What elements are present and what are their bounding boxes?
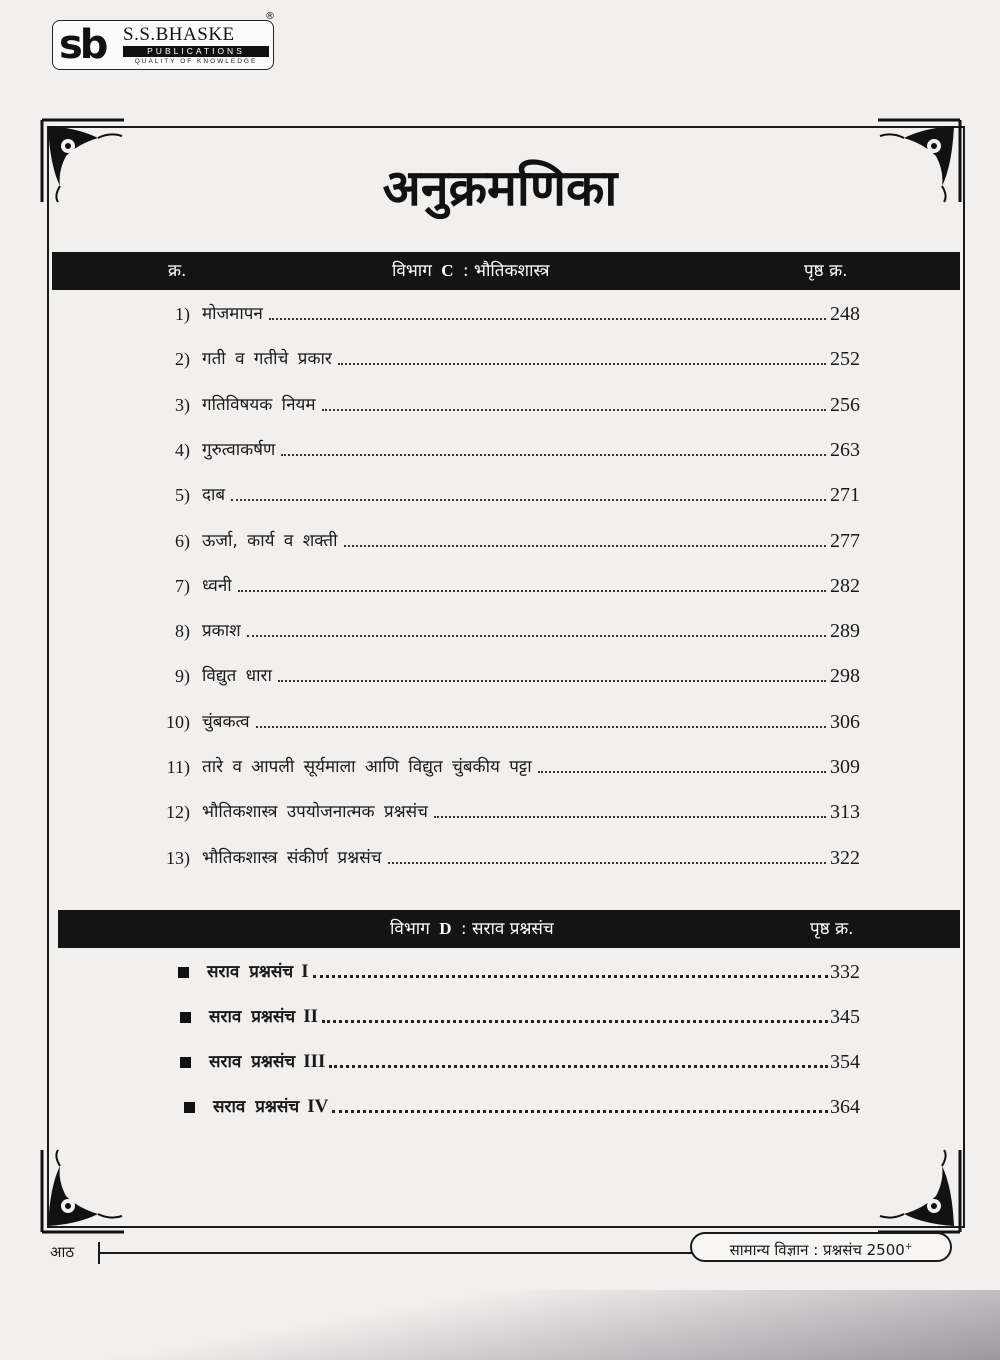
dot-leader [256, 726, 826, 728]
toc-entry [156, 527, 860, 555]
entry-page: 298 [830, 665, 860, 688]
entry-title: सराव प्रश्नसंच [209, 1052, 296, 1072]
toc-entry [156, 572, 860, 600]
entry-number: 3) [175, 394, 190, 415]
section-d-header [58, 910, 960, 948]
toc-entry [156, 753, 860, 781]
entry-title: मोजमापन [202, 304, 263, 324]
entry-page: 345 [830, 1006, 860, 1028]
logo-publications: PUBLICATIONS [123, 46, 269, 57]
practice-set-entry [178, 1093, 860, 1121]
section-d-title: विभाग D : सराव प्रश्नसंच [390, 919, 554, 939]
entry-number: 2) [175, 349, 190, 370]
dot-leader [332, 1110, 828, 1113]
dot-leader [247, 635, 826, 637]
column-page-header: पृष्ठ क्र. [810, 919, 854, 939]
page-title: अनुक्रमणिका [382, 159, 618, 217]
dot-leader [434, 816, 826, 818]
entry-page: 322 [830, 846, 860, 869]
entry-number: 1) [175, 304, 190, 324]
dot-leader [281, 454, 826, 456]
footer-rule [98, 1252, 698, 1254]
entry-number: 6) [175, 530, 190, 551]
toc-entry [156, 844, 860, 872]
entry-title: तारे व आपली सूर्यमाला आणि विद्युत चुंबकीय पट्टा [202, 757, 532, 777]
entry-number: 4) [175, 439, 190, 460]
entry-page: 354 [830, 1051, 860, 1073]
entry-title: सराव प्रश्नसंच [209, 1007, 296, 1027]
square-bullet-icon [178, 967, 189, 978]
entry-title: दाब [202, 485, 226, 506]
page-number-label: आठ [50, 1243, 75, 1261]
square-bullet-icon [180, 1057, 191, 1068]
toc-entry [156, 391, 860, 419]
entry-page: 277 [830, 529, 860, 552]
square-bullet-icon [180, 1012, 191, 1023]
entry-page: 289 [830, 620, 860, 643]
entry-title: प्रकाश [202, 621, 241, 642]
toc-entry [156, 481, 860, 509]
entry-title: विद्युत धारा [202, 666, 272, 687]
logo-tagline: QUALITY OF KNOWLEDGE [134, 58, 258, 65]
publisher-logo [52, 11, 275, 70]
entry-title: चुंबकत्व [202, 711, 250, 732]
entry-title: भौतिकशास्त्र संकीर्ण प्रश्नसंच [202, 847, 382, 868]
entry-number: 8) [175, 621, 190, 642]
dot-leader [322, 1020, 828, 1023]
square-bullet-icon [184, 1102, 195, 1113]
section-c-title: विभाग C : भौतिकशास्त्र [392, 261, 550, 281]
corner-ornament-icon [874, 1146, 964, 1236]
entry-title: गुरुत्वाकर्षण [202, 439, 276, 460]
entry-page: 282 [830, 574, 860, 597]
entry-page: 263 [830, 438, 860, 461]
entry-title: ऊर्जा, कार्य व शक्ती [202, 530, 338, 551]
dot-leader [338, 363, 826, 365]
logo-name: S.S.BHASKE [123, 24, 235, 45]
section-c-header [52, 252, 960, 290]
entry-page: 256 [830, 393, 860, 416]
entry-page: 332 [830, 961, 860, 983]
entry-page: 248 [830, 303, 860, 325]
entry-number: 9) [175, 666, 190, 687]
entry-page: 364 [830, 1096, 860, 1118]
entry-number: 13) [166, 847, 190, 868]
toc-entry [156, 798, 860, 826]
dot-leader [278, 680, 826, 682]
dot-leader [322, 409, 826, 411]
set-numeral: III [303, 1051, 326, 1072]
logo-mark: sb [59, 22, 106, 68]
dot-leader [344, 545, 826, 547]
toc-entry [156, 436, 860, 464]
entry-title: सराव प्रश्नसंच [207, 962, 294, 982]
entry-title: ध्वनी [202, 575, 232, 596]
toc-entry [156, 345, 860, 373]
dot-leader [269, 318, 826, 320]
practice-set-entry [172, 958, 860, 986]
dot-leader [538, 771, 826, 773]
toc-entry [156, 662, 860, 690]
entry-title: गती व गतीचे प्रकार [202, 349, 332, 370]
entry-page: 252 [830, 348, 860, 371]
scan-shadow [0, 1290, 1000, 1360]
entry-title: भौतिकशास्त्र उपयोजनात्मक प्रश्नसंच [202, 802, 428, 823]
dot-leader [388, 862, 827, 864]
set-numeral: IV [307, 1096, 329, 1117]
set-numeral: II [303, 1006, 318, 1027]
practice-set-entry [174, 1003, 860, 1031]
entry-page: 313 [830, 801, 860, 824]
dot-leader [231, 499, 826, 501]
entry-number: 7) [175, 575, 190, 596]
registered-mark: ® [265, 11, 275, 22]
dot-leader [329, 1065, 828, 1068]
toc-entry [156, 617, 860, 645]
column-number-header: क्र. [168, 261, 187, 281]
entry-title: सराव प्रश्नसंच [213, 1097, 300, 1117]
entry-page: 271 [830, 484, 860, 507]
set-numeral: I [301, 961, 309, 982]
column-page-header: पृष्ठ क्र. [804, 261, 848, 281]
toc-entry [156, 300, 860, 328]
toc-entry [156, 708, 860, 736]
entry-number: 12) [166, 802, 190, 823]
entry-number: 10) [166, 711, 190, 732]
corner-ornament-icon [38, 1146, 128, 1236]
dot-leader [313, 975, 828, 978]
entry-page: 309 [830, 756, 860, 778]
entry-number: 5) [175, 485, 190, 506]
entry-title: गतिविषयक नियम [202, 394, 316, 415]
entry-page: 306 [830, 710, 860, 733]
entry-number: 11) [166, 757, 190, 777]
book-title-badge: सामान्य विज्ञान : प्रश्नसंच 2500+ [690, 1232, 952, 1262]
dot-leader [238, 590, 826, 592]
practice-set-entry [174, 1048, 860, 1076]
